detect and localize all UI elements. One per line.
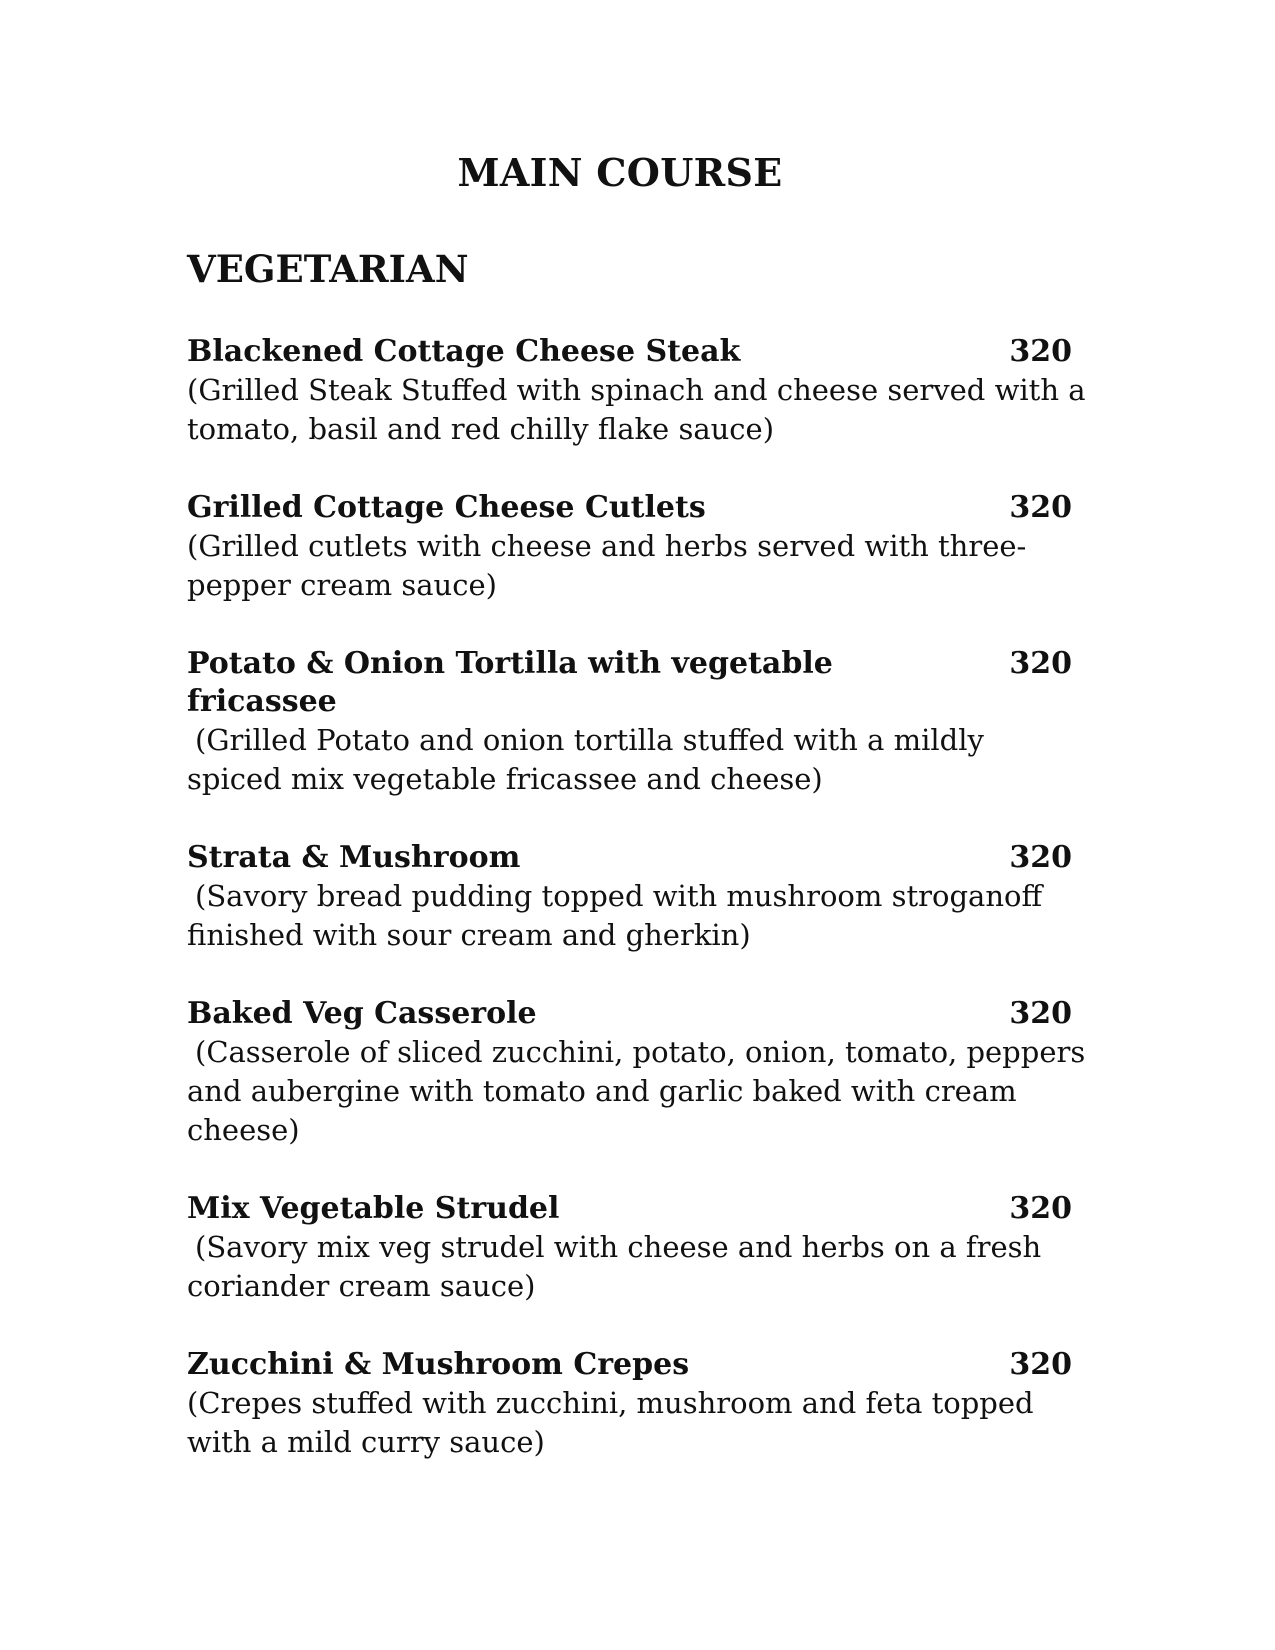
menu-item [187, 839, 1087, 955]
menu-item [187, 489, 1087, 605]
menu-item [187, 645, 1087, 799]
menu-item-header [187, 995, 1072, 1033]
menu-item-price: 320 [1009, 1191, 1072, 1226]
menu-item-description: (Grilled cutlets with cheese and herbs served with three-pepper cream sauce) [187, 529, 1027, 602]
menu-item-price: 320 [1009, 996, 1072, 1031]
menu-item-header [187, 333, 1072, 371]
menu-item-name: Mix Vegetable Strudel [187, 1191, 560, 1226]
menu-item-description: (Savory mix veg strudel with cheese and herbs on a fresh coriander cream sauce) [187, 1230, 1042, 1303]
menu-item-price: 320 [1009, 1347, 1072, 1382]
menu-item-name: Blackened Cottage Cheese Steak [187, 334, 741, 369]
menu-list [187, 333, 1087, 1502]
menu-item-description: (Crepes stuffed with zucchini, mushroom and feta topped with a mild curry sauce) [187, 1386, 1034, 1459]
menu-item-name: Grilled Cottage Cheese Cutlets [187, 490, 706, 525]
menu-item-description: (Grilled Steak Stuffed with spinach and cheese served with a tomato, basil and red chilly flake sauce) [187, 373, 1086, 446]
menu-item-name: Potato & Onion Tortilla with vegetable fricassee [187, 646, 833, 719]
menu-item-price: 320 [1009, 840, 1072, 875]
menu-item-name: Baked Veg Casserole [187, 996, 537, 1031]
menu-item-description: (Grilled Potato and onion tortilla stuffed with a mildly spiced mix vegetable fricassee and cheese) [187, 723, 984, 796]
menu-item-price: 320 [1009, 334, 1072, 369]
menu-item [187, 333, 1087, 449]
menu-item [187, 995, 1087, 1150]
menu-item-header [187, 645, 1072, 721]
menu-item-description: (Casserole of sliced zucchini, potato, onion, tomato, peppers and aubergine with tomato and garlic baked with cream cheese) [187, 1035, 1086, 1147]
menu-item-name: Zucchini & Mushroom Crepes [187, 1347, 690, 1382]
menu-item-header [187, 489, 1072, 527]
menu-item-header [187, 1190, 1072, 1228]
menu-item-price: 320 [1009, 646, 1072, 681]
menu-item-header [187, 1346, 1072, 1384]
menu-item-price: 320 [1009, 490, 1072, 525]
menu-item-name: Strata & Mushroom [187, 840, 521, 875]
menu-item-description: (Savory bread pudding topped with mushroom stroganoff finished with sour cream and gherkin) [187, 879, 1043, 952]
page-title: MAIN COURSE [457, 150, 783, 195]
menu-item [187, 1346, 1087, 1462]
section-title: VEGETARIAN [187, 247, 469, 291]
menu-item-header [187, 839, 1072, 877]
menu-item [187, 1190, 1087, 1306]
